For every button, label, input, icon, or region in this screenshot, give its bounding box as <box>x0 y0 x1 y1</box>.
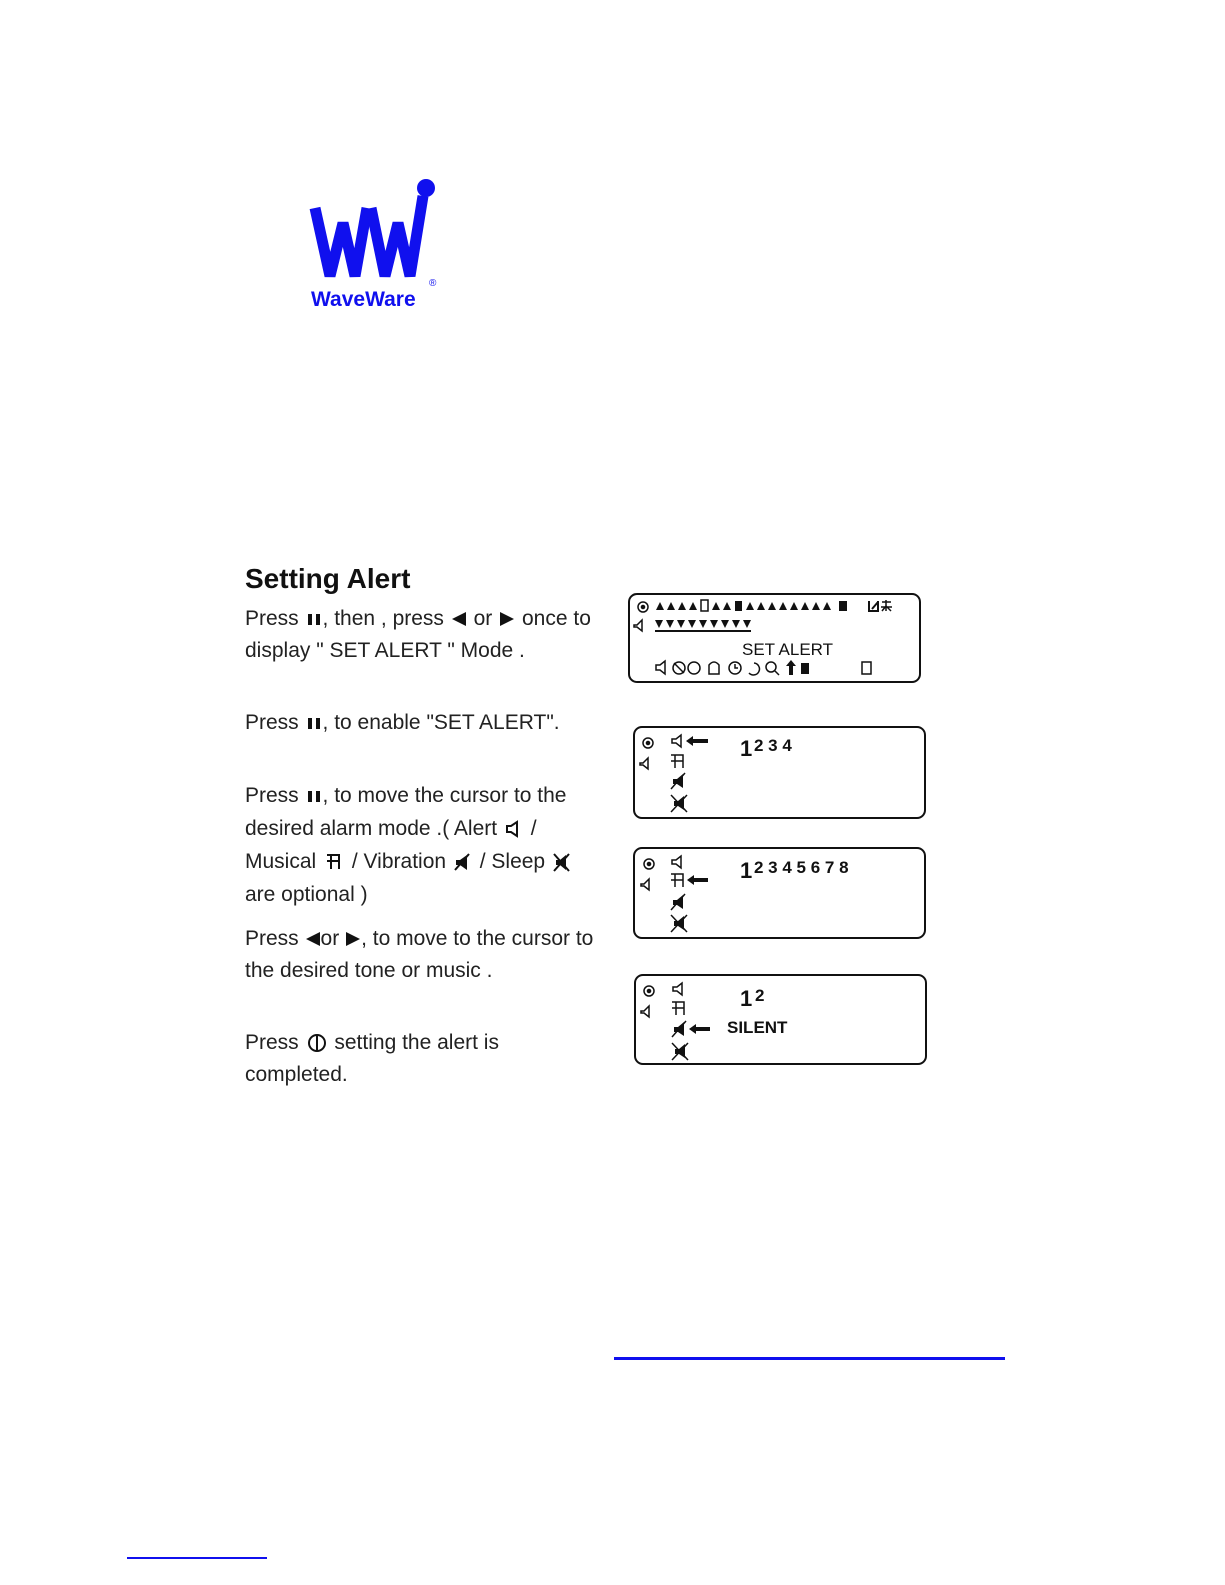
step-4-text: Press <box>245 927 299 950</box>
step-4 <box>245 923 595 986</box>
registered-mark: ® <box>429 278 437 289</box>
right-arrow-icon <box>498 611 516 627</box>
step-4-text: or <box>320 927 340 950</box>
step-3 <box>245 779 595 911</box>
pause-button-icon <box>305 612 323 626</box>
tone-numbers: 2 3 4 5 6 7 8 <box>754 858 849 877</box>
step-1-text: once to display " SET ALERT " Mode . <box>245 607 591 662</box>
first-tone: 1 <box>740 986 753 1011</box>
step-2-text: Press <box>245 711 299 734</box>
logo-wordmark: WaveWare <box>311 288 416 311</box>
step-3-text: / Musical <box>245 817 537 873</box>
left-arrow-icon <box>305 931 321 947</box>
first-tone: 1 <box>740 736 753 761</box>
step-5-text: Press <box>245 1031 299 1054</box>
set-alert-label: SET ALERT <box>742 640 834 659</box>
sleep-icon <box>551 852 573 872</box>
step-1-text: Press <box>245 607 299 630</box>
step-3-text: are optional ) <box>245 883 368 906</box>
link-underline[interactable] <box>614 1357 1005 1360</box>
vibration-screen <box>634 974 928 1069</box>
alert-tones-screen <box>633 726 927 821</box>
set-alert-screen <box>628 593 922 685</box>
right-arrow-icon <box>345 931 361 947</box>
step-1-text: or <box>473 607 493 630</box>
first-tone: 1 <box>740 858 753 883</box>
step-5-text: setting the alert is completed. <box>245 1031 499 1086</box>
tone-numbers: 2 3 4 <box>754 736 792 755</box>
step-4-text: , to move to the cursor to the desired tone or music . <box>245 927 594 982</box>
step-2-text: , to enable "SET ALERT". <box>322 711 560 734</box>
step-3-text: / Vibration <box>351 850 447 873</box>
step-5 <box>245 1027 595 1090</box>
step-3-text: Press <box>245 784 299 807</box>
step-1 <box>245 603 595 666</box>
waveware-logo <box>305 178 445 313</box>
section-title: Setting Alert <box>245 563 411 594</box>
silent-label: SILENT <box>727 1018 788 1037</box>
footer-link-underline[interactable] <box>127 1557 267 1559</box>
vibration-icon <box>452 852 474 872</box>
pause-button-icon <box>305 789 323 803</box>
step-3-text: / Sleep <box>479 850 546 873</box>
step-3-text: , to move the cursor to the desired alarm mode .( Alert <box>245 784 567 840</box>
musical-tones-screen <box>633 847 927 942</box>
power-button-icon <box>305 1033 329 1053</box>
step-1-text: , then , press <box>322 607 444 630</box>
pause-button-icon <box>305 716 323 730</box>
tone-numbers: 2 <box>755 986 765 1005</box>
speaker-icon <box>503 820 525 838</box>
step-2 <box>245 707 595 739</box>
music-note-icon <box>322 853 346 871</box>
left-arrow-icon <box>450 611 468 627</box>
